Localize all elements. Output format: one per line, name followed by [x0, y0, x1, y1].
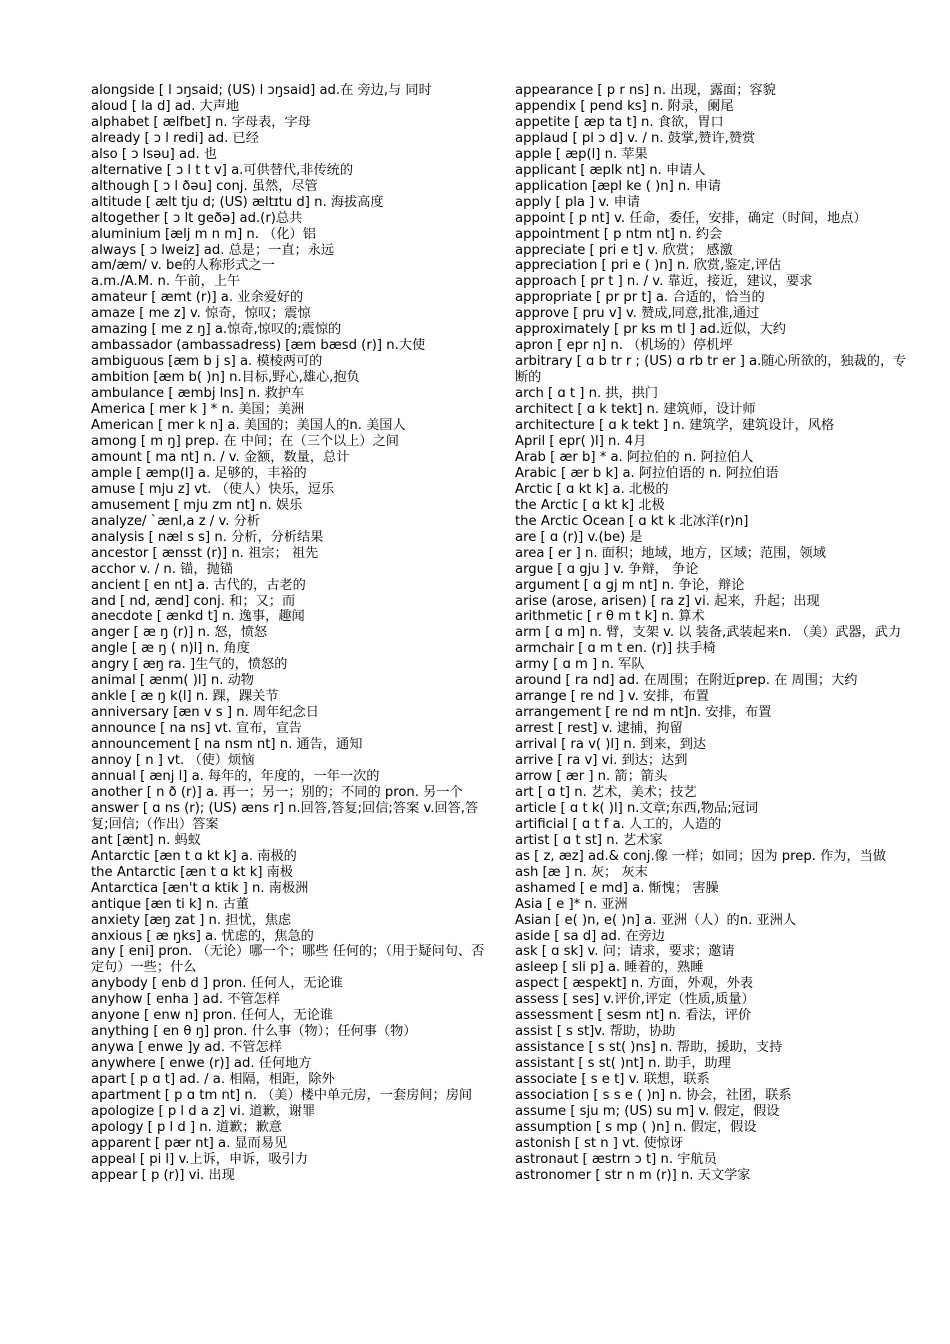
word-entry: article [ ɑ t k( )l] n.文章;东西,物品;冠词 [515, 800, 759, 816]
word-entry: assess [ ses] v.评价,评定（性质,质量） [515, 992, 755, 1008]
word-entry: apart [ p ɑ t] ad. / a. 相隔，相距，除外 [91, 1072, 335, 1088]
word-entry: assessment [ sesm nt] n. 看法，评价 [515, 1008, 752, 1024]
word-entry: assistance [ s st( )ns] n. 帮助，援助，支持 [515, 1040, 783, 1056]
word-entry: armchair [ ɑ m t en. (r)] 扶手椅 [515, 641, 716, 657]
word-entry: appetite [ æp ta t] n. 食欲，胃口 [515, 114, 724, 130]
word-entry: anger [ æ ŋ (r)] n. 怒，愤怒 [91, 625, 268, 641]
word-entry: amusement [ mju zm nt] n. 娱乐 [91, 497, 303, 513]
word-entry: amazing [ me z ŋ] a.惊奇,惊叹的;震惊的 [91, 322, 342, 338]
word-entry: the Arctic [ ɑ kt k] 北极 [515, 497, 665, 513]
word-entry: ankle [ æ ŋ k(l] n. 踝，踝关节 [91, 689, 279, 705]
word-entry: appoint [ p nt] v. 任命，委任，安排，确定（时间，地点） [515, 210, 867, 226]
word-entry: approach [ pr t ] n. / v. 靠近，接近，建议，要求 [515, 274, 813, 290]
word-entry: anyone [ enw n] pron. 任何人，无论谁 [91, 1008, 334, 1024]
word-entry: analyze/ `ænl,a z / v. 分析 [91, 513, 260, 529]
word-entry: appointment [ p ntm nt] n. 约会 [515, 226, 723, 242]
word-entry: arrest [ rest] v. 逮捕，拘留 [515, 721, 683, 737]
word-entry: ash [æ ] n. 灰； 灰末 [515, 864, 648, 880]
word-entry: arise (arose, arisen) [ ra z] vi. 起来，升起；出现 [515, 593, 820, 609]
word-entry: a.m./A.M. n. 午前，上午 [91, 274, 241, 290]
word-entry: angry [ æŋ ra. ]生气的，愤怒的 [91, 657, 288, 673]
word-entry: anxiety [æŋ zat ] n. 担忧，焦虑 [91, 912, 292, 928]
word-entry: appreciation [ pri e ( )n] n. 欣赏,鉴定,评估 [515, 258, 782, 274]
word-entry: altitude [ ælt tju d; (US) æltɪtu d] n. 海拔高度 [91, 194, 384, 210]
word-entry: the Antarctic [æn t ɑ kt k] 南极 [91, 864, 294, 880]
word-entry: anniversary [æn v s ] n. 周年纪念日 [91, 705, 319, 721]
word-entry: army [ ɑ m ] n. 军队 [515, 657, 645, 673]
word-entry: around [ ra nd] ad. 在周围；在附近prep. 在 周围；大约 [515, 673, 858, 689]
word-entry: Asia [ e ]* n. 亚洲 [515, 896, 628, 912]
word-entry: acchor v. / n. 锚，抛锚 [91, 561, 233, 577]
word-entry: assume [ sju m; (US) su m] v. 假定，假设 [515, 1104, 780, 1119]
word-entry: appear [ p (r)] vi. 出现 [91, 1167, 235, 1183]
word-entry: area [ er ] n. 面积；地域，地方，区域；范围，领域 [515, 545, 826, 561]
word-entry: arrangement [ re nd m nt]n. 安排，布置 [515, 705, 772, 721]
word-entry: announcement [ na nsm nt] n. 通告，通知 [91, 737, 363, 753]
word-entry: apology [ p l d ] n. 道歉；歉意 [91, 1119, 282, 1135]
word-entry: ambiguous [æm b j s] a. 模棱两可的 [91, 354, 323, 370]
word-entry: the Arctic Ocean [ ɑ kt k 北冰洋(r)n] [515, 513, 749, 529]
word-entry: ample [ æmp(l] a. 足够的，丰裕的 [91, 465, 307, 481]
word-entry: arrow [ ær ] n. 箭；箭头 [515, 768, 668, 784]
word-entry: already [ ɔ l redi] ad. 已经 [91, 130, 259, 146]
word-entry: arrive [ ra v] vi. 到达；达到 [515, 753, 688, 769]
word-entry: amateur [ æmt (r)] a. 业余爱好的 [91, 290, 304, 306]
word-entry: ancestor [ ænsst (r)] n. 祖宗； 祖先 [91, 545, 319, 561]
word-entry: answer [ ɑ ns (r); (US) æns r] n.回答,答复;回信;答案 v.回答,答复;回信;（作出）答案 [91, 800, 479, 832]
word-entry: among [ m ŋ] prep. 在 中间；在（三个以上）之间 [91, 433, 399, 449]
word-entry: anything [ en θ ŋ] pron. 什么事（物）；任何事（物） [91, 1024, 417, 1040]
word-entry: Antarctic [æn t ɑ kt k] a. 南极的 [91, 848, 297, 864]
word-entry: am/æm/ v. be的人称形式之一 [91, 258, 275, 274]
word-entry: Arctic [ ɑ kt k] a. 北极的 [515, 481, 669, 497]
word-entry: arm [ ɑ m] n. 臂，支架 v. 以 装备,武装起来n. （美）武器，武力 [515, 625, 902, 641]
word-entry: another [ n ð (r)] a. 再一；另一；别的；不同的 pron. 另一个 [91, 784, 463, 800]
word-entry: applaud [ pl ɔ d] v. / n. 鼓掌,赞许,赞赏 [515, 130, 756, 146]
word-entry: announce [ na ns] vt. 宣布，宣告 [91, 721, 302, 737]
word-entry: amount [ ma nt] n. / v. 金额，数量，总计 [91, 449, 350, 465]
word-entry: anyhow [ enha ] ad. 不管怎样 [91, 992, 281, 1008]
word-entry: aspect [ æspekt] n. 方面，外观，外表 [515, 976, 754, 992]
word-entry: Asian [ e( )n, e( )n] a. 亚洲（人）的n. 亚洲人 [515, 912, 797, 928]
word-entry: aloud [ la d] ad. 大声地 [91, 98, 240, 114]
word-entry: and [ nd, ænd] conj. 和；又；而 [91, 593, 296, 609]
word-entry: alphabet [ ælfbet] n. 字母表，字母 [91, 114, 311, 130]
word-entry: as [ z, æz] ad.& conj.像 一样；如同；因为 prep. 作为，当做 [515, 848, 887, 864]
word-entry: analysis [ næl s s] n. 分析，分析结果 [91, 529, 324, 545]
word-entry: ambition [æm b( )n] n.目标,野心,雄心,抱负 [91, 370, 360, 386]
word-entry: associate [ s e t] v. 联想，联系 [515, 1072, 710, 1088]
word-entry: anybody [ enb d ] pron. 任何人，无论谁 [91, 976, 343, 992]
right-word-column [515, 83, 910, 1184]
word-entry: approximately [ pr ks m tl ] ad.近似，大约 [515, 322, 786, 338]
word-entry: apple [ æp(l] n. 苹果 [515, 146, 648, 162]
word-entry: architect [ ɑ k tekt] n. 建筑师，设计师 [515, 402, 756, 418]
word-entry: apologize [ p l d a z] vi. 道歉，谢罪 [91, 1104, 316, 1119]
word-entry: ashamed [ e md] a. 惭愧； 害臊 [515, 880, 719, 896]
word-entry: annoy [ n ] vt. （使）烦恼 [91, 753, 255, 769]
word-entry: Arabic [ ær b k] a. 阿拉伯语的 n. 阿拉伯语 [515, 465, 779, 481]
word-entry: any [ eni] pron. （无论）哪一个；哪些 任何的；（用于疑问句、否定句）一些；什么 [91, 944, 485, 976]
word-entry: approve [ pru v] v. 赞成,同意,批准,通过 [515, 306, 760, 322]
word-entry: April [ epr( )l] n. 4月 [515, 433, 647, 449]
word-entry: association [ s s e ( )n] n. 协会，社团，联系 [515, 1088, 792, 1104]
word-entry: art [ ɑ t] n. 艺术，美术；技艺 [515, 784, 697, 800]
word-entry: antique [æn ti k] n. 古董 [91, 896, 250, 912]
word-entry: asleep [ sli p] a. 睡着的，熟睡 [515, 960, 704, 976]
word-entry: Antarctica [æn't ɑ ktik ] n. 南极洲 [91, 880, 309, 896]
word-entry: applicant [ æplk nt] n. 申请人 [515, 162, 706, 178]
word-entry: appendix [ pend ks] n. 附录，阑尾 [515, 98, 734, 114]
word-entry: arithmetic [ r θ m t k] n. 算术 [515, 609, 705, 625]
word-entry: anywhere [ enwe (r)] ad. 任何地方 [91, 1056, 312, 1072]
word-entry: always [ ɔ lweiz] ad. 总是；一直；永远 [91, 242, 335, 258]
word-entry: astronaut [ æstrn ɔ t] n. 宇航员 [515, 1151, 717, 1167]
word-entry: amaze [ me z] v. 惊奇，惊叹；震惊 [91, 306, 311, 322]
word-entry: are [ ɑ (r)] v.(be) 是 [515, 529, 643, 545]
word-entry: assistant [ s st( )nt] n. 助手，助理 [515, 1056, 731, 1072]
word-entry: apartment [ p ɑ tm nt] n. （美）楼中单元房，一套房间；房间 [91, 1088, 473, 1104]
word-entry: appearance [ p r ns] n. 出现，露面；容貌 [515, 83, 776, 98]
word-entry: apron [ epr n] n. （机场的）停机坪 [515, 338, 733, 354]
word-entry: angle [ æ ŋ ( n)l] n. 角度 [91, 641, 250, 657]
word-entry: arrange [ re nd ] v. 安排，布置 [515, 689, 709, 705]
word-entry: architecture [ ɑ k tekt ] n. 建筑学，建筑设计，风格 [515, 418, 835, 434]
word-entry: assumption [ s mp ( )n] n. 假定，假设 [515, 1119, 757, 1135]
word-entry: alongside [ l ɔŋsaid; (US) l ɔŋsaid] ad.在 旁边,与 同时 [91, 83, 432, 98]
word-entry: artificial [ ɑ t f a. 人工的，人造的 [515, 816, 722, 832]
word-entry: aluminium [ælj m n m] n. （化）铝 [91, 226, 316, 242]
word-entry: assist [ s st]v. 帮助，协助 [515, 1024, 676, 1040]
word-entry: appeal [ pi l] v.上诉，申诉，吸引力 [91, 1151, 309, 1167]
word-entry: arch [ ɑ t ] n. 拱，拱门 [515, 386, 659, 402]
word-entry: astronomer [ str n m (r)] n. 天文学家 [515, 1167, 751, 1183]
word-entry: argue [ ɑ gju ] v. 争辩， 争论 [515, 561, 699, 577]
word-entry: ant [ænt] n. 蚂蚁 [91, 832, 201, 848]
word-entry: ambulance [ æmbj lns] n. 救护车 [91, 386, 305, 402]
word-entry: arrival [ ra v( )l] n. 到来，到达 [515, 737, 707, 753]
word-entry: American [ mer k n] a. 美国的；美国人的n. 美国人 [91, 418, 406, 434]
word-entry: appropriate [ pr pr t] a. 合适的，恰当的 [515, 290, 765, 306]
word-entry: Arab [ ær b] * a. 阿拉伯的 n. 阿拉伯人 [515, 449, 754, 465]
word-entry: ask [ ɑ sk] v. 问；请求，要求；邀请 [515, 944, 735, 960]
word-entry: anxious [ æ ŋks] a. 忧虑的，焦急的 [91, 928, 314, 944]
word-entry: astonish [ st n ] vt. 使惊讶 [515, 1135, 684, 1151]
word-entry: appreciate [ pri e t] v. 欣赏； 感激 [515, 242, 733, 258]
word-entry: annual [ ænj l] a. 每年的，年度的，一年一次的 [91, 768, 380, 784]
word-entry: aside [ sa d] ad. 在旁边 [515, 928, 665, 944]
left-word-column [91, 83, 486, 1184]
word-entry: apply [ pla ] v. 申请 [515, 194, 641, 210]
word-entry: animal [ ænm( )l] n. 动物 [91, 673, 254, 689]
word-entry: although [ ɔ l ðəu] conj. 虽然，尽管 [91, 178, 318, 194]
word-entry: amuse [ mju z] vt. （使人）快乐，逗乐 [91, 481, 335, 497]
word-entry: artist [ ɑ t st] n. 艺术家 [515, 832, 663, 848]
word-entry: also [ ɔ lsəu] ad. 也 [91, 146, 218, 162]
word-entry: anecdote [ ænkd t] n. 逸事，趣闻 [91, 609, 305, 625]
word-entry: America [ mer k ] * n. 美国；美洲 [91, 402, 305, 418]
word-entry: apparent [ pær nt] a. 显而易见 [91, 1135, 288, 1151]
word-entry: ambassador (ambassadress) [æm bæsd (r)] n.大使 [91, 338, 426, 354]
word-entry: alternative [ ɔ l t t v] a.可供替代,非传统的 [91, 162, 354, 178]
word-entry: altogether [ ɔ lt geðə] ad.(r)总共 [91, 210, 303, 226]
word-entry: application [æpl ke ( )n] n. 申请 [515, 178, 722, 194]
word-entry: argument [ ɑ gj m nt] n. 争论，辩论 [515, 577, 745, 593]
word-entry: anywa [ enwe ]y ad. 不管怎样 [91, 1040, 282, 1056]
word-entry: arbitrary [ ɑ b tr r ; (US) ɑ rb tr er ] a.随心所欲的，独裁的，专断的 [515, 354, 907, 386]
word-entry: ancient [ en nt] a. 古代的，古老的 [91, 577, 306, 593]
